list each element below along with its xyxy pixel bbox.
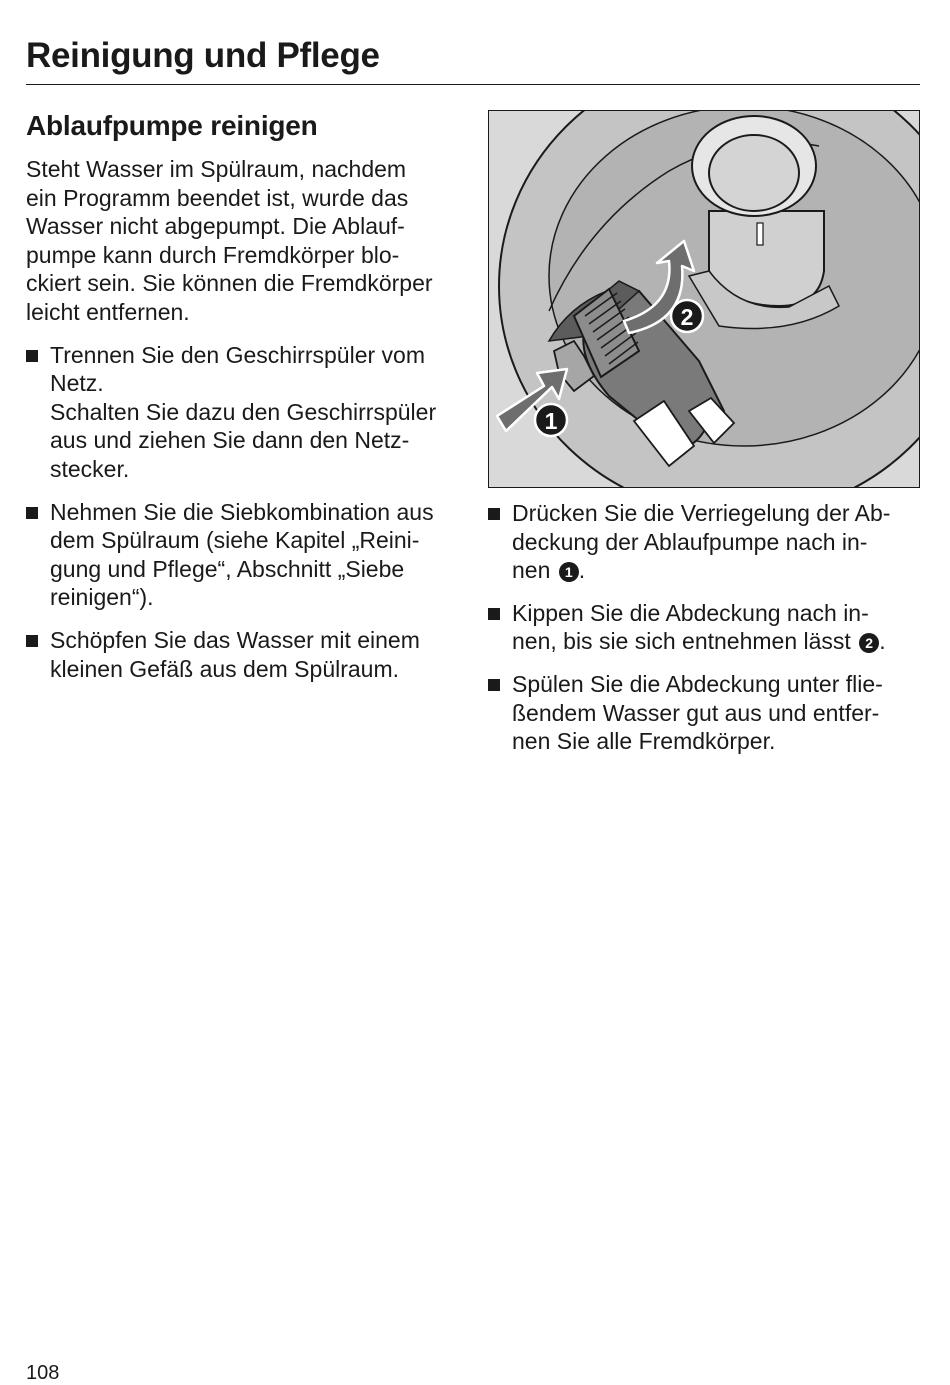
step-line-suffix: . [879, 628, 886, 655]
callout-label: 1 [544, 408, 558, 434]
step-line: Schalten Sie dazu den Geschirrspüler [50, 398, 437, 425]
step-line: stecker. [50, 455, 130, 482]
step-line: Trennen Sie den Geschirrspüler vom [50, 341, 425, 368]
drain-pump-drawing [489, 111, 920, 488]
page-number: 108 [26, 1362, 60, 1384]
step-item-press-latch [488, 499, 918, 585]
right-step-list [488, 499, 918, 756]
step-line: ßendem Wasser gut aus und entfer- [512, 699, 880, 726]
filter-opening [709, 135, 799, 211]
intro-line: ckiert sein. Sie können die Fremdkörper [26, 270, 433, 297]
step-line: dem Spülraum (siehe Kapitel „Reini- [50, 527, 420, 554]
step-line: deckung der Ablaufpumpe nach in- [512, 528, 868, 555]
step-item-bail-water [26, 626, 466, 683]
left-step-list [26, 341, 466, 684]
callout-label: 2 [680, 304, 694, 330]
intro-line: Steht Wasser im Spülraum, nachdem [26, 156, 407, 182]
intro-line: Wasser nicht abgepumpt. Die Ablauf- [26, 213, 405, 240]
intro-paragraph [26, 155, 466, 327]
intro-line: pumpe kann durch Fremdkörper blo- [26, 241, 400, 268]
bullet-square-icon [26, 507, 38, 519]
callout-ref-2: 2 [859, 633, 879, 653]
right-column [488, 499, 918, 770]
step-line-text: nen, bis sie sich entnehmen lässt [512, 628, 851, 655]
bullet-square-icon [488, 679, 500, 691]
step-line: Spülen Sie die Abdeckung unter flie- [512, 670, 883, 697]
step-item-tilt-cover [488, 599, 918, 656]
step-item-rinse-cover [488, 670, 918, 756]
step-line: aus und ziehen Sie dann den Netz- [50, 427, 410, 454]
bullet-square-icon [26, 350, 38, 362]
bullet-square-icon [488, 608, 500, 620]
left-column [26, 155, 466, 697]
step-line: kleinen Gefäß aus dem Spülraum. [50, 655, 400, 682]
step-line: Schöpfen Sie das Wasser mit einem [50, 626, 420, 653]
step-line: reinigen“). [50, 584, 154, 611]
callout-ref-1: 1 [559, 562, 579, 582]
step-line [512, 627, 918, 656]
title-divider [26, 84, 920, 85]
intro-line: ein Programm beendet ist, wurde das [26, 184, 409, 211]
step-item-disconnect [26, 341, 466, 484]
step-line-suffix: . [578, 557, 586, 584]
bullet-square-icon [26, 635, 38, 647]
section-heading: Ablaufpumpe reinigen [26, 110, 318, 141]
filter-notch [757, 223, 763, 245]
step-line: Netz. [50, 370, 104, 397]
drain-pump-illustration [488, 110, 920, 488]
bullet-square-icon [488, 508, 500, 520]
intro-line: leicht entfernen. [26, 298, 190, 325]
step-line-text: nen [512, 557, 551, 584]
callout-marker-1 [535, 404, 567, 436]
step-line: Drücken Sie die Verriegelung der Ab- [512, 500, 891, 526]
page-title: Reinigung und Pflege [26, 36, 380, 75]
step-line: nen Sie alle Fremdkörper. [512, 728, 776, 755]
step-line: gung und Pflege“, Abschnitt „Siebe [50, 555, 405, 582]
callout-marker-2 [671, 300, 703, 332]
step-line [512, 556, 918, 585]
step-line: Nehmen Sie die Siebkombination aus [50, 498, 434, 525]
step-item-remove-filters [26, 498, 466, 612]
step-line: Kippen Sie die Abdeckung nach in- [512, 599, 869, 626]
